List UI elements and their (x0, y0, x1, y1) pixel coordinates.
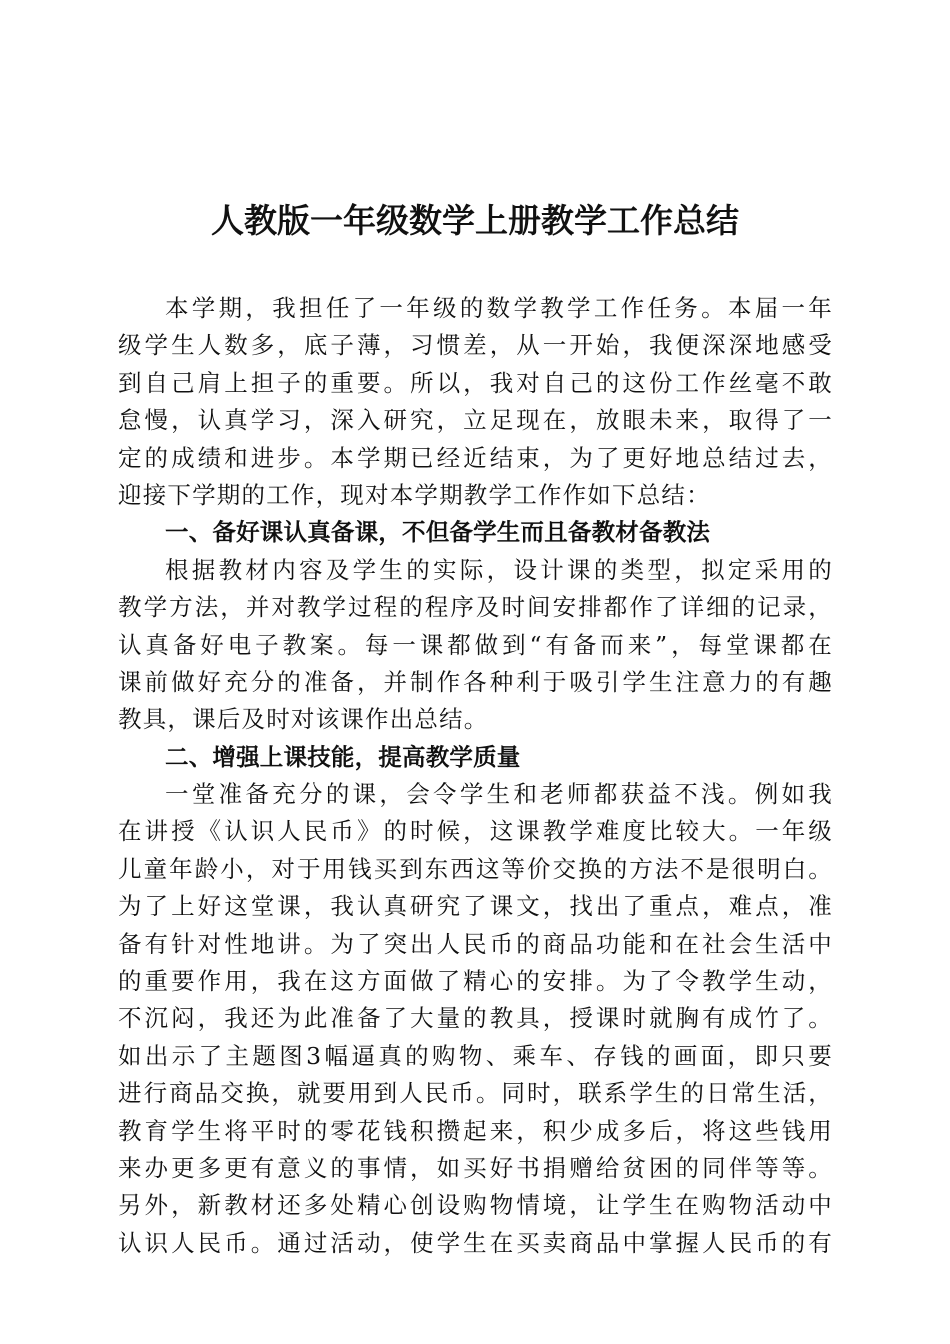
paragraph-line: 不沉闷，我还为此准备了大量的教具，授课时就胸有成竹了。 (118, 1004, 833, 1033)
section-heading-1: 一、备好课认真备课，不但备学生而且备教材备教法 (165, 518, 711, 547)
paragraph-line: 为了上好这堂课，我认真研究了课文，找出了重点，难点，准 (118, 892, 833, 921)
paragraph-line: 本学期，我担任了一年级的数学教学工作任务。本届一年 (165, 294, 833, 322)
paragraph-line: 备有针对性地讲。为了突出人民币的商品功能和在社会生活中 (118, 929, 833, 958)
paragraph-line: 怠慢，认真学习，深入研究，立足现在，放眼未来，取得了一 (118, 406, 833, 435)
paragraph-line: 迎接下学期的工作，现对本学期教学工作作如下总结： (118, 480, 711, 509)
paragraph-line: 认识人民币。通过活动，使学生在买卖商品中掌握人民币的有 (118, 1228, 833, 1257)
paragraph-line: 教育学生将平时的零花钱积攒起来，积少成多后，将这些钱用 (118, 1116, 833, 1145)
paragraph-line: 一堂准备充分的课，会令学生和老师都获益不浅。例如我 (165, 780, 833, 809)
paragraph-line: 认真备好电子教案。每一课都做到“有备而来”，每堂课都在 (118, 630, 833, 659)
document-title: 人教版一年级数学上册教学工作总结 (211, 201, 739, 240)
paragraph-line: 级学生人数多，底子薄，习惯差，从一开始，我便深深地感受 (118, 331, 833, 360)
paragraph-line: 来办更多更有意义的事情，如买好书捐赠给贫困的同伴等等。 (118, 1153, 833, 1182)
paragraph-line: 如出示了主题图3幅逼真的购物、乘车、存钱的画面，即只要 (118, 1041, 833, 1070)
paragraph-line: 的重要作用，我在这方面做了精心的安排。为了令教学生动， (118, 967, 833, 996)
paragraph-line: 教学方法，并对教学过程的程序及时间安排都作了详细的记录， (118, 593, 833, 622)
paragraph-line: 根据教材内容及学生的实际，设计课的类型，拟定采用的 (165, 555, 833, 584)
paragraph-line: 另外，新教材还多处精心创设购物情境，让学生在购物活动中 (118, 1191, 833, 1220)
section-heading-2: 二、增强上课技能，提高教学质量 (165, 742, 521, 771)
document-body (118, 290, 833, 1262)
paragraph-line: 儿童年龄小，对于用钱买到东西这等价交换的方法不是很明白。 (118, 854, 833, 883)
paragraph-line: 定的成绩和进步。本学期已经近结束，为了更好地总结过去， (118, 443, 833, 472)
paragraph-line: 进行商品交换，就要用到人民币。同时，联系学生的日常生活， (118, 1079, 833, 1108)
paragraph-line: 课前做好充分的准备，并制作各种利于吸引学生注意力的有趣 (118, 667, 833, 696)
paragraph-line: 在讲授《认识人民币》的时候，这课教学难度比较大。一年级 (118, 817, 833, 846)
paragraph-line: 到自己肩上担子的重要。所以，我对自己的这份工作丝毫不敢 (118, 368, 833, 397)
paragraph-line: 教具，课后及时对该课作出总结。 (118, 705, 489, 734)
